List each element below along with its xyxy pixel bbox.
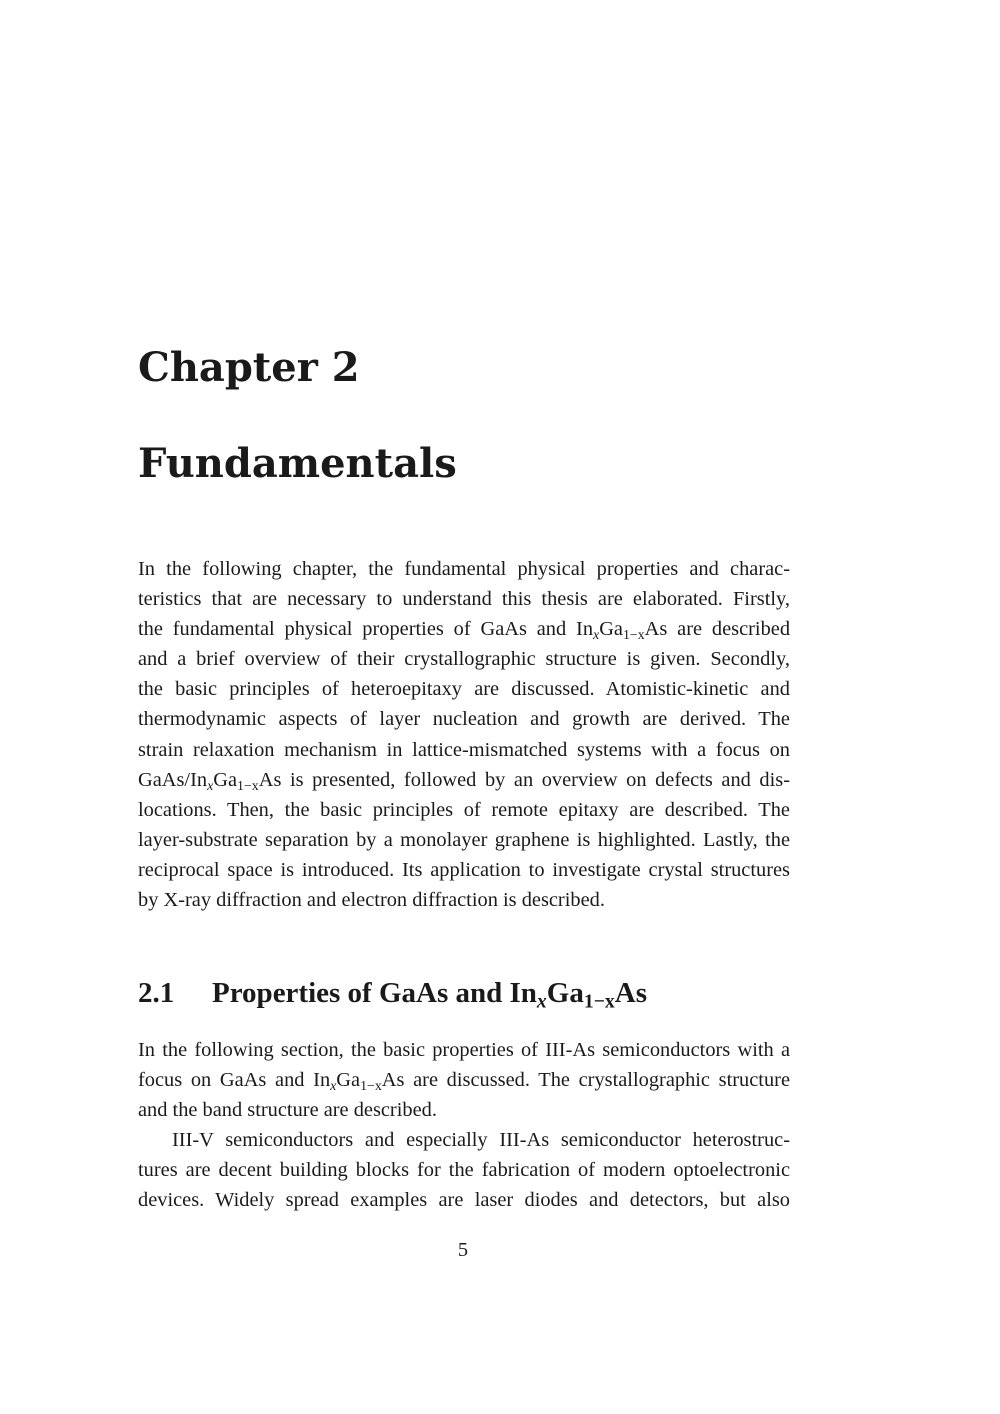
chapter-label: Chapter 2: [138, 344, 360, 391]
text-line: by X-ray diffraction and electron diffraction is described.: [138, 889, 605, 912]
text-line: teristics that are necessary to understand this thesis are elaborated. Firstly,: [138, 588, 790, 611]
text-line: tures are decent building blocks for the fabrication of modern optoelectronic: [138, 1159, 790, 1182]
text-line: layer-substrate separation by a monolayer graphene is highlighted. Lastly, the: [138, 828, 790, 851]
text-line: III-V semiconductors and especially III-As semiconductor heterostruc-: [172, 1129, 790, 1151]
intro-paragraph: [138, 554, 790, 915]
text-line: focus on GaAs and $In_xGa_{1-x}As$ are discussed. The crystallographic structure: [138, 1069, 790, 1094]
section-heading: [138, 974, 647, 1012]
section-number: 2.1: [138, 977, 175, 1009]
text-line: In the following chapter, the fundamental physical properties and charac-: [138, 558, 790, 580]
text-line: the fundamental physical properties of GaAs and $In_xGa_{1-x}As$ are described: [138, 618, 791, 644]
subscript: 1−x: [237, 778, 259, 794]
subscript: 1−x: [360, 1078, 382, 1094]
subscript: x: [593, 628, 600, 644]
section-title: Properties of GaAs and $In_xGa_{1-x}As$: [212, 977, 648, 1013]
text-line: and the band structure are described.: [138, 1099, 437, 1122]
text-line: the basic principles of heteroepitaxy are discussed. Atomistic-kinetic and: [138, 678, 790, 701]
subscript: x: [536, 990, 547, 1013]
text-line: reciprocal space is introduced. Its application to investigate crystal structures: [138, 858, 790, 881]
text-line: In the following section, the basic properties of III-As semiconductors with a: [138, 1039, 790, 1061]
section-paragraph-2: [138, 1125, 790, 1215]
text-line: thermodynamic aspects of layer nucleation and growth are derived. The: [138, 708, 790, 731]
text-line: and a brief overview of their crystallographic structure is given. Secondly,: [138, 648, 790, 671]
text-line: locations. Then, the basic principles of remote epitaxy are described. The: [138, 798, 790, 821]
text-line: GaAs/$In_xGa_{1-x}As$ is presented, followed by an overview on defects and dis-: [138, 768, 790, 794]
text-line: devices. Widely spread examples are laser diodes and detectors, but also: [138, 1189, 790, 1212]
subscript: 1−x: [622, 628, 645, 644]
subscript: 1−x: [583, 990, 615, 1013]
chapter-title: Fundamentals: [138, 440, 457, 487]
text-line: strain relaxation mechanism in lattice-mismatched systems with a focus on: [138, 738, 790, 761]
subscript: x: [207, 778, 214, 794]
page-number: 5: [457, 1239, 469, 1261]
subscript: x: [330, 1078, 337, 1094]
section-paragraph-1: [138, 1035, 790, 1125]
